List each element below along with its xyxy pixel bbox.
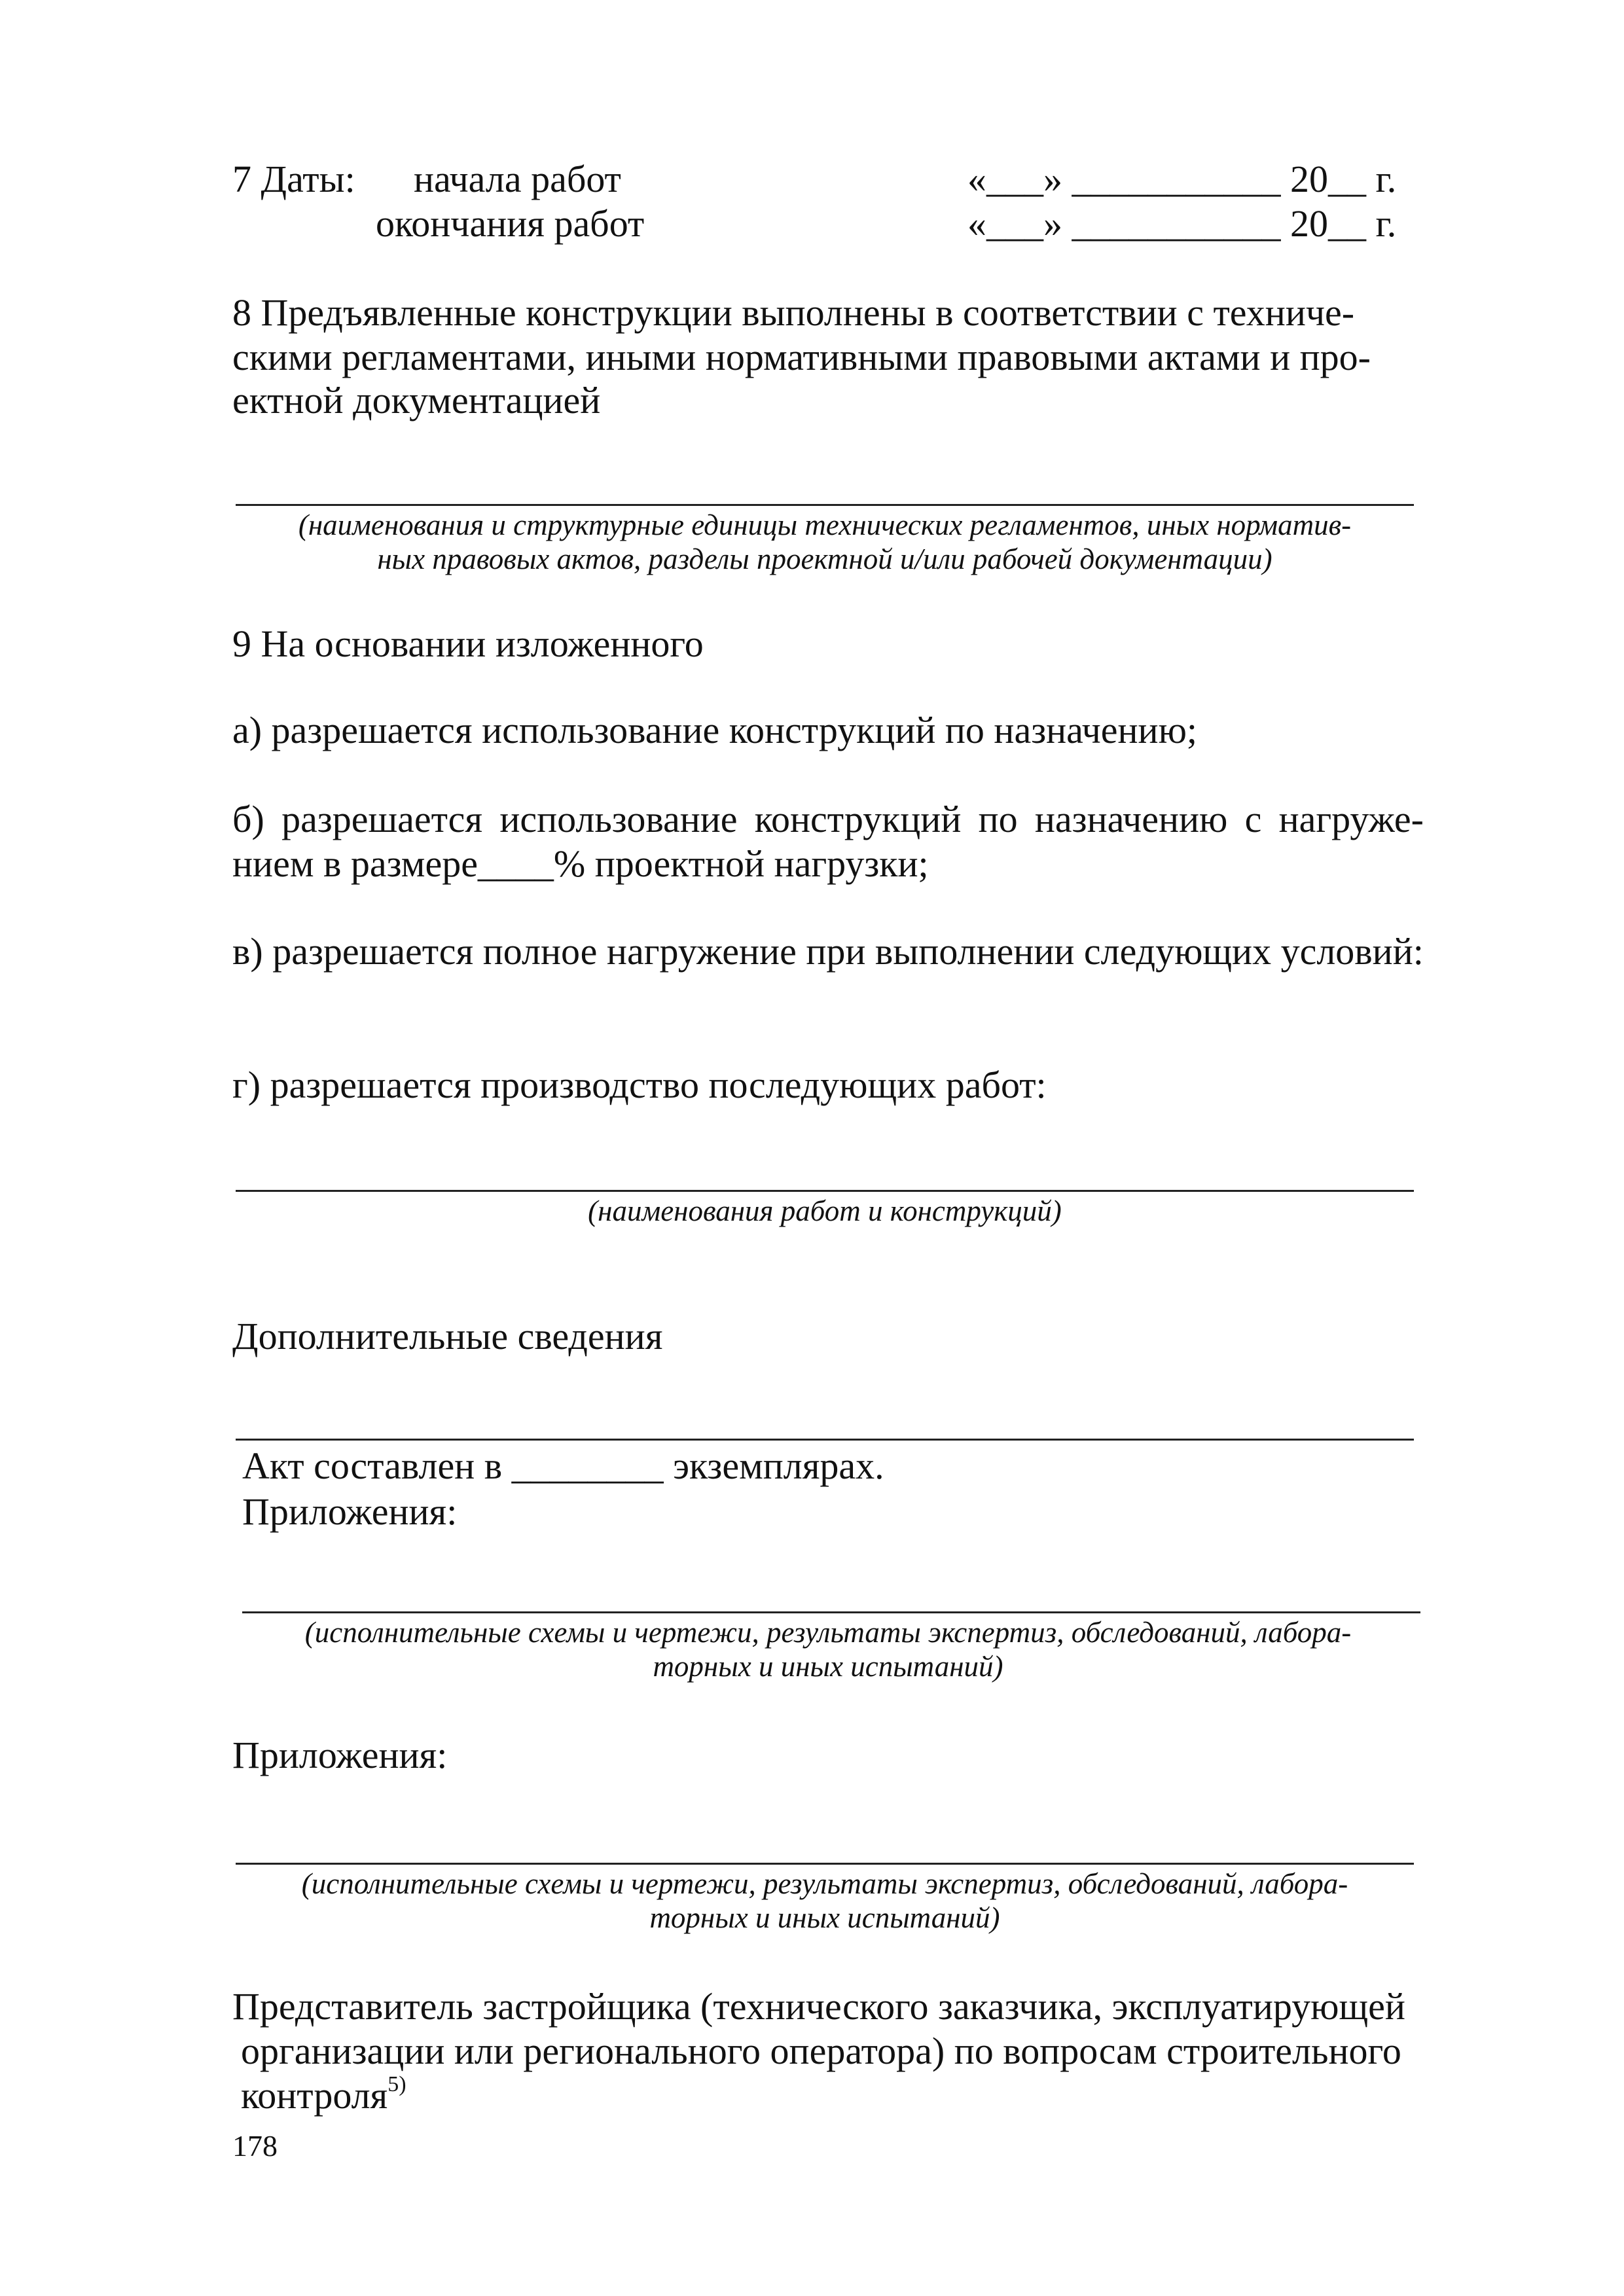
footnote-mark: 5) [388,2072,406,2096]
attachments-label-1: Приложения: [242,1490,458,1533]
regulations-caption-line1: (наименования и структурные единицы технических регламентов, иных норматив- [298,509,1352,541]
item-v: в) разрешается полное нагружение при выполнении следующих условий: [232,930,1424,973]
copies-count-line: Акт составлен в ________ экземплярах. [242,1444,884,1487]
item-a: а) разрешается использование конструкций по назначению; [232,709,1198,751]
additional-info-label: Дополнительные сведения [232,1315,663,1357]
page-number: 178 [232,2129,278,2162]
section9-heading: 9 На основании изложенного [232,622,704,665]
regulations-caption-line2: ных правовых актов, разделы проектной и/или рабочей документации) [377,543,1272,575]
attachments-caption-2-line2: торных и иных испытаний) [649,1901,1000,1934]
regulations-input-line[interactable] [236,504,1414,506]
section8-line1: 8 Предъявленные конструкции выполнены в соответствии с техниче- [232,291,1355,334]
works-caption: (наименования работ и конструкций) [588,1194,1062,1227]
works-input-line[interactable] [236,1190,1414,1192]
section8-line2: скими регламентами, иными нормативными правовыми актами и про- [232,336,1371,378]
attachments-caption-2-line1: (исполнительные схемы и чертежи, результаты экспертиз, обследований, лабора- [301,1867,1348,1900]
attachments-input-line-2[interactable] [236,1863,1414,1865]
representative-line1: Представитель застройщика (технического заказчика, эксплуатирующей [232,1985,1405,2028]
work-start-date-field[interactable]: «___» ___________ 20__ г. [967,158,1397,200]
work-end-label: окончания работ [376,202,645,245]
attachments-caption-1-line2: торных и иных испытаний) [653,1650,1003,1683]
representative-line3-text: контроля [241,2074,388,2117]
work-start-label: начала работ [414,158,621,200]
work-end-date-field[interactable]: «___» ___________ 20__ г. [967,202,1397,245]
item-b-line2: нием в размере____% проектной нагрузки; [232,842,929,885]
additional-info-input-line[interactable] [236,1439,1414,1441]
attachments-caption-1-line1: (исполнительные схемы и чертежи, результаты экспертиз, обследований, лабора- [304,1616,1352,1649]
section8-line3: ектной документацией [232,379,601,422]
attachments-input-line-1[interactable] [242,1611,1420,1613]
dates-label: 7 Даты: [232,158,355,200]
representative-line3 [241,2073,406,2118]
representative-line2: организации или регионального оператора) по вопросам строительного [241,2030,1401,2072]
attachments-label-2: Приложения: [232,1734,448,1776]
item-b-line1: б) разрешается использование конструкций по назначению с нагруже- [232,798,1424,840]
item-g: г) разрешается производство последующих работ: [232,1064,1047,1106]
